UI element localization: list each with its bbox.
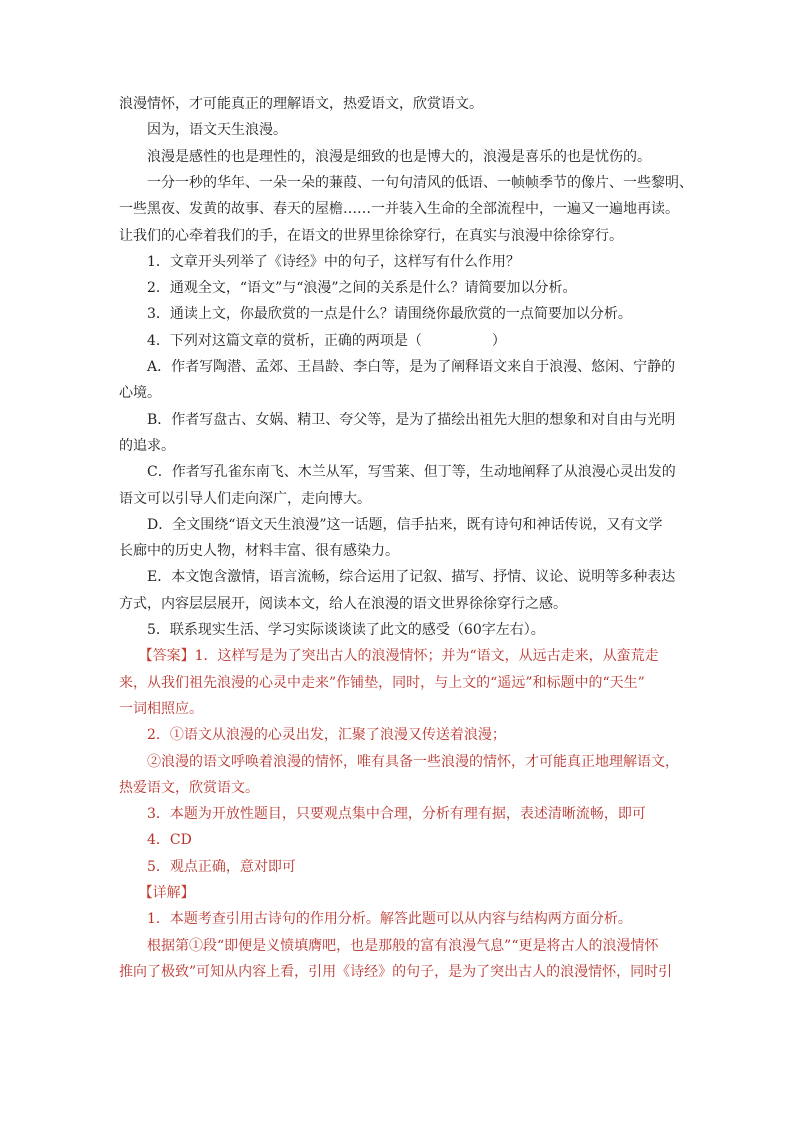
line-text: 1．本题考查引用古诗句的作用分析。解答此题可以从内容与结构两方面分析。 [147,911,632,928]
text-line [147,725,506,745]
line-text: 2．通观全文，“语文”与“浪漫”之间的关系是什么？请简要加以分析。 [147,280,577,297]
text-line [147,752,679,772]
text-line [147,331,506,351]
text-line [147,620,545,640]
text-line [147,515,663,535]
text-line [147,278,577,298]
text-line [147,173,693,193]
line-text: 浪漫情怀，才可能真正的理解语文，热爱语文，欣赏语文。 [119,96,483,112]
line-text: 推向了极致”可知从内容上看，引用《诗经》的句子，是为了突出古人的浪漫情怀，同时引 [119,963,673,980]
line-text: 热爱语文，欣赏语文。 [119,779,259,796]
text-line [119,226,623,246]
answer-label: 【答案】 [138,648,195,665]
line-text: E．本文饱含激情，语言流畅，综合运用了记叙、描写、抒情、议论、说明等多种表达 [147,569,676,586]
line-text: 3．本题为开放性题目，只要观点集中合理，分析有理有据，表述清晰流畅，即可 [147,806,646,823]
text-line [119,94,483,114]
line-text: A．作者写陶潜、孟郊、王昌龄、李白等，是为了阐释语文来自于浪漫、悠闲、宁静的 [147,359,676,375]
line-text: 根据第①段“即便是义愤填膺吧，也是那般的富有浪漫气息”“更是将古人的浪漫情怀 [147,937,659,954]
answer-label: 【详解】 [138,885,195,901]
text-line [139,646,659,666]
line-text: C．作者写孔雀东南飞、木兰从军，写雪莱、但丁等，生动地阐释了从浪漫心灵出发的 [147,464,676,481]
text-line [147,147,651,167]
line-text: 语文可以引导人们走向深广，走向博大。 [119,490,371,507]
line-text: 因为，语文天生浪漫。 [147,122,287,139]
line-text: ②浪漫的语文呼唤着浪漫的情怀，唯有具备一些浪漫的情怀，才可能真正地理解语文， [147,753,679,770]
line-text: B．作者写盘古、女娲、精卫、夸父等，是为了描绘出祖先大胆的想象和对自由与光明 [147,411,676,428]
line-text: 的追求。 [119,437,175,454]
line-text: 长廊中的历史人物，材料丰富、很有感染力。 [119,543,399,560]
line-text: 一分一秒的华年、一朵一朵的蒹葭、一句句清风的低语、一帧帧季节的像片、一些黎明、 [147,174,693,191]
text-line [119,489,371,509]
line-text: 3．通读上文，你最欣赏的一点是什么？请围绕你最欣赏的一点简要加以分析。 [147,306,632,323]
text-line [147,410,675,430]
text-line [119,541,399,561]
text-line [147,830,192,850]
text-line [119,436,175,456]
line-text: 2．①语文从浪漫的心灵出发，汇聚了浪漫又传送着浪漫； [147,727,506,744]
line-text: 4．CD [147,832,192,849]
line-text: 5．观点正确，意对即可 [147,858,296,875]
text-line [139,883,195,903]
text-line [119,594,567,614]
text-line [147,567,675,587]
text-line [147,936,658,956]
line-text: 一些黑夜、发黄的故事、春天的屋檐……一并装入生命的全部流程中，一遍又一遍地再读。 [119,201,679,218]
line-text: 浪漫是感性的也是理性的，浪漫是细致的也是博大的，浪漫是喜乐的也是忧伤的。 [147,148,651,165]
text-line [119,699,203,719]
text-line [147,252,520,272]
line-text: 来，从我们祖先浪漫的心灵中走来”作铺垫，同时，与上文的“遥远”和标题中的“天生” [119,674,645,691]
text-line [147,304,632,324]
text-line [147,857,296,877]
line-text: D．全文围绕“语文天生浪漫”这一话题，信手拈来，既有诗句和神话传说，又有文学 [147,516,663,533]
text-line [119,778,259,798]
line-text: 5．联系现实生活、学习实际谈谈读了此文的感受（60字左右）。 [147,622,545,638]
text-line [119,199,679,219]
text-line [119,383,161,403]
text-line [119,962,672,982]
line-text: 让我们的心牵着我们的手，在语文的世界里徐徐穿行，在真实与浪漫中徐徐穿行。 [119,227,623,244]
line-text: 1．这样写是为了突出古人的浪漫情怀；并为“语文，从远古走来，从蛮荒走 [194,648,659,665]
text-line [147,909,632,929]
text-line [147,804,646,824]
line-text: 方式，内容层层展开，阅读本文，给人在浪漫的语文世界徐徐穿行之感。 [119,595,567,612]
text-line [147,357,675,377]
line-text: 1．文章开头列举了《诗经》中的句子，这样写有什么作用？ [147,253,520,270]
text-line [119,673,645,693]
line-text: 4．下列对这篇文章的赏析，正确的两项是（ ） [147,332,506,349]
text-line [147,120,287,140]
line-text: 心境。 [119,385,161,402]
line-text: 一词相照应。 [119,700,203,717]
text-line [147,462,676,482]
